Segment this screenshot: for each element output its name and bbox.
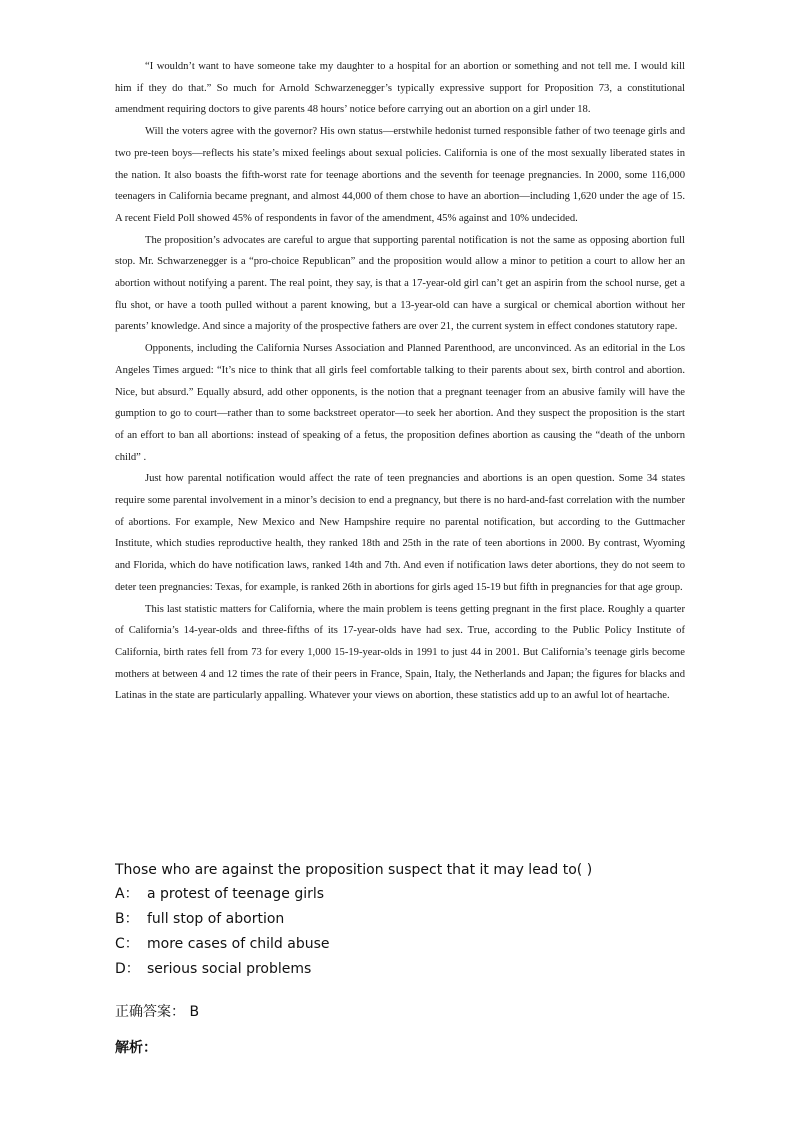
correct-answer-label: 正确答案： <box>115 1004 185 1020</box>
option-b[interactable] <box>115 907 735 932</box>
option-a[interactable] <box>115 882 735 907</box>
correct-answer-value: B <box>189 1004 200 1020</box>
option-text: a protest of teenage girls <box>147 886 325 902</box>
option-text: more cases of child abuse <box>147 936 330 952</box>
passage-paragraph: “I wouldn’t want to have someone take my daughter to a hospital for an abortion or something and not tell me. I would kill him if they do that.” So much for Arnold Schwarzenegger’s typically expressive support for Proposition 73, a constitutional amendment requiring doctors to give parents 48 hours’ notice before carrying out an abortion on a girl under 18. <box>115 61 685 116</box>
analysis-label: 解析： <box>115 1040 157 1056</box>
passage-paragraph: Will the voters agree with the governor? His own status—erstwhile hedonist turned responsible father of two teenage girls and two pre-teen boys—reflects his state’s mixed feelings about sexual policies. California is one of the most sexually liberated states in the nation. It also boasts the fifth-worst rate for teenage abortions and the seventh for teenage pregnancies. In 2000, some 116,000 teenagers in California became pregnant, and almost 44,000 of them chose to have an abortion—including 1,620 under the age of 15. A recent Field Poll showed 45% of respondents in favor of the amendment, 45% against and 10% undecided. <box>115 126 685 224</box>
option-letter: B： <box>115 911 139 927</box>
question-block <box>115 858 735 1062</box>
option-letter: A： <box>115 886 139 902</box>
question-text: Those who are against the proposition suspect that it may lead to( ) <box>115 862 593 878</box>
option-letter: C： <box>115 936 139 952</box>
option-text: serious social problems <box>147 961 312 977</box>
passage-scan <box>115 56 685 856</box>
option-c[interactable] <box>115 932 735 957</box>
correct-answer <box>115 998 735 1026</box>
passage-paragraph: This last statistic matters for California, where the main problem is teens getting pregnant in the first place. Roughly a quarter of California’s 14-year-olds and three-fifths of its 17-year-olds have had sex. True, according to the Public Policy Institute of California, birth rates fell from 73 for every 1,000 15-19-year-olds in 1991 to just 44 in 2001. But California’s teenage girls become mothers at between 4 and 12 times the rate of their peers in France, Spain, Italy, the Netherlands and Japan; the figures for blacks and Latinas in the state are particularly appalling. Whatever your views on abortion, these statistics add up to an awful lot of heartache. <box>115 603 685 702</box>
option-d[interactable] <box>115 957 735 982</box>
passage-paragraph: Just how parental notification would affect the rate of teen pregnancies and abortions is an open question. Some 34 states require some parental involvement in a minor’s decision to end a pregnancy, but there is no hard-and-fast correlation with the number of abortions. For example, New Mexico and New Hampshire require no parental notification, but according to the Guttmacher Institute, which studies reproductive health, they ranked 18th and 25th in the rate of teen abortions in 2000. By contrast, Wyoming and Florida, which do have notification laws, ranked 14th and 7th. And even if notification laws deter abortions, they do not seem to deter teen pregnancies: Texas, for example, is ranked 26th in abortions for girls aged 15-19 but fifth in pregnancies for that age group. <box>115 473 685 593</box>
passage-paragraph: Opponents, including the California Nurses Association and Planned Parenthood, are unconvinced. As an editorial in the Los Angeles Times argued: “It’s nice to think that all girls feel comfortable talking to their parents about sex, birth control and abortion. Nice, but absurd.” Equally absurd, add other opponents, is the notion that a pregnant teenager from an abusive family will have the gumption to go to court—rather than to some backstreet operator—to seek her abortion. And they suspect the proposition is the start of an effort to ban all abortions: instead of speaking of a fetus, the proposition defines abortion as causing the “death of the unborn child” . <box>115 343 685 463</box>
passage-paragraph: The proposition’s advocates are careful to argue that supporting parental notification is not the same as opposing abortion full stop. Mr. Schwarzenegger is a “pro-choice Republican” and the proposition would allow a minor to petition a court to allow her an abortion without notifying a parent. The real point, they say, is that a 17-year-old girl can’t get an aspirin from the school nurse, get a flu shot, or have a tooth pulled without a parent knowing, but a 13-year-old can have a surgical or chemical abortion without her parents’ knowledge. And since a majority of the prospective fathers are over 21, the current system in effect condones statutory rape. <box>115 234 685 333</box>
option-letter: D： <box>115 961 140 977</box>
option-text: full stop of abortion <box>147 911 285 927</box>
